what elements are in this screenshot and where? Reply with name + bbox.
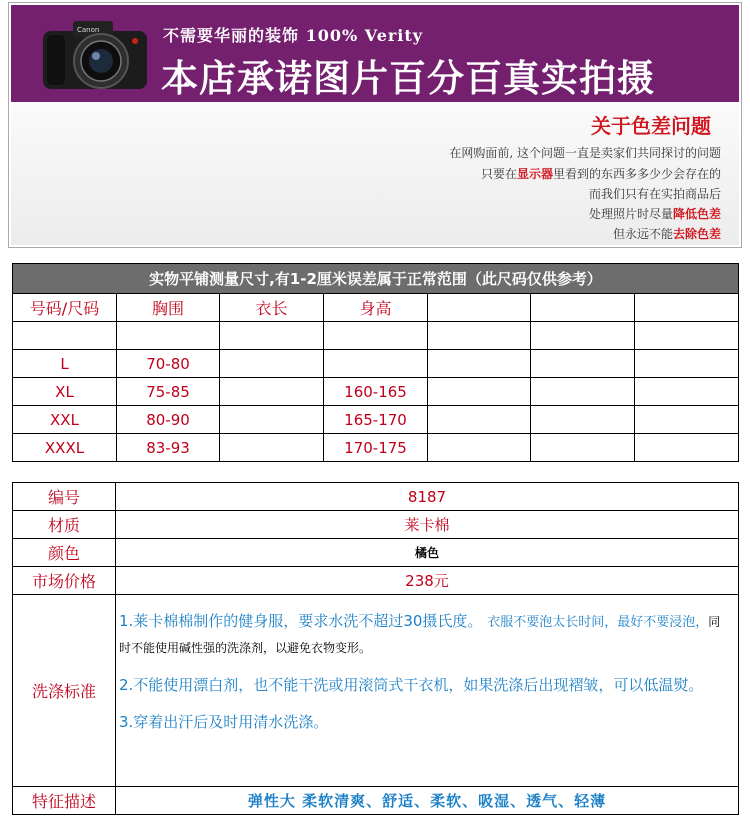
material-value: 莱卡棉 bbox=[116, 511, 739, 539]
table-cell bbox=[428, 350, 531, 378]
table-cell bbox=[220, 434, 324, 462]
color-label: 颜色 bbox=[13, 539, 116, 567]
notice-line-1: 在网购面前, 这个问题一直是卖家们共同探讨的问题 bbox=[449, 146, 721, 160]
wash-rule-1: 1.莱卡棉棉制作的健身服，要求水洗不超过30摄氏度。 衣服不要泡太长时间，最好不要浸泡，同时不能使用碱性强的洗涤剂，以避免衣物变形。 bbox=[119, 612, 721, 655]
table-cell bbox=[635, 406, 739, 434]
table-cell bbox=[117, 322, 220, 350]
table-row bbox=[13, 322, 739, 350]
banner-header bbox=[11, 5, 739, 102]
table-cell bbox=[635, 294, 739, 322]
notice-line-4: 处理照片时尽量降低色差 bbox=[588, 207, 721, 221]
notice-line-2: 只要在显示器里看到的东西多多少少会存在的 bbox=[480, 167, 721, 181]
notice-line-3: 而我们只有在实拍商品后 bbox=[588, 187, 721, 201]
code-label: 编号 bbox=[13, 483, 116, 511]
table-row bbox=[13, 350, 739, 378]
table-cell: 170-175 bbox=[324, 434, 428, 462]
color-notice bbox=[11, 104, 739, 245]
header-height: 身高 bbox=[324, 294, 428, 322]
wash-rule-2: 2.不能使用漂白剂，也不能干洗或用滚筒式干衣机，如果洗涤后出现褶皱，可以低温熨。 bbox=[119, 676, 704, 694]
table-cell bbox=[220, 378, 324, 406]
table-cell bbox=[428, 322, 531, 350]
table-cell: 80-90 bbox=[117, 406, 220, 434]
notice-title: 关于色差问题 bbox=[591, 114, 711, 138]
table-cell bbox=[220, 350, 324, 378]
table-cell: XXL bbox=[13, 406, 117, 434]
wash-instructions bbox=[116, 595, 739, 787]
info-row-code bbox=[13, 483, 739, 511]
size-table-header bbox=[13, 294, 739, 322]
table-cell: L bbox=[13, 350, 117, 378]
header-chest: 胸围 bbox=[117, 294, 220, 322]
table-cell bbox=[428, 434, 531, 462]
table-cell bbox=[531, 434, 635, 462]
info-row-feature bbox=[13, 787, 739, 815]
size-table bbox=[12, 263, 739, 462]
table-cell bbox=[531, 322, 635, 350]
price-value: 238元 bbox=[116, 567, 739, 595]
code-value: 8187 bbox=[116, 483, 739, 511]
notice-line-5: 但永远不能去除色差 bbox=[612, 227, 721, 241]
table-cell bbox=[324, 322, 428, 350]
info-row-color bbox=[13, 539, 739, 567]
info-row-price bbox=[13, 567, 739, 595]
table-cell bbox=[428, 294, 531, 322]
product-info-table bbox=[12, 482, 739, 815]
banner-headline: 本店承诺图片百分百真实拍摄 bbox=[161, 56, 655, 100]
table-row bbox=[13, 406, 739, 434]
table-cell bbox=[428, 378, 531, 406]
table-cell bbox=[324, 350, 428, 378]
table-cell bbox=[220, 322, 324, 350]
table-cell: XL bbox=[13, 378, 117, 406]
wash-rule-3: 3.穿着出汗后及时用清水洗涤。 bbox=[119, 713, 329, 731]
banner-tagline: 不需要华丽的装饰 100% Verity bbox=[163, 26, 424, 45]
table-cell: 160-165 bbox=[324, 378, 428, 406]
table-cell bbox=[635, 434, 739, 462]
header-size: 号码/尺码 bbox=[13, 294, 117, 322]
wash-label: 洗涤标准 bbox=[13, 595, 116, 787]
table-cell bbox=[531, 378, 635, 406]
size-table-caption: 实物平铺测量尺寸,有1-2厘米误差属于正常范围（此尺码仅供参考） bbox=[13, 264, 739, 294]
table-cell: 165-170 bbox=[324, 406, 428, 434]
table-cell: XXXL bbox=[13, 434, 117, 462]
table-cell bbox=[531, 406, 635, 434]
table-cell bbox=[531, 294, 635, 322]
table-cell bbox=[13, 322, 117, 350]
table-cell bbox=[531, 350, 635, 378]
feature-value: 弹性大 柔软清爽、舒适、柔软、吸湿、透气、轻薄 bbox=[116, 787, 739, 815]
header-length: 衣长 bbox=[220, 294, 324, 322]
table-cell: 75-85 bbox=[117, 378, 220, 406]
material-label: 材质 bbox=[13, 511, 116, 539]
table-cell bbox=[220, 406, 324, 434]
camera-brand: Canon bbox=[77, 26, 100, 34]
feature-label: 特征描述 bbox=[13, 787, 116, 815]
table-cell bbox=[428, 406, 531, 434]
table-cell bbox=[635, 322, 739, 350]
table-row bbox=[13, 434, 739, 462]
table-cell bbox=[635, 350, 739, 378]
price-label: 市场价格 bbox=[13, 567, 116, 595]
info-row-wash bbox=[13, 595, 739, 787]
table-cell bbox=[635, 378, 739, 406]
table-row bbox=[13, 378, 739, 406]
table-cell: 70-80 bbox=[117, 350, 220, 378]
promo-banner bbox=[8, 2, 742, 248]
info-row-material bbox=[13, 511, 739, 539]
camera-icon bbox=[39, 13, 151, 93]
color-value: 橘色 bbox=[116, 539, 739, 567]
table-cell: 83-93 bbox=[117, 434, 220, 462]
